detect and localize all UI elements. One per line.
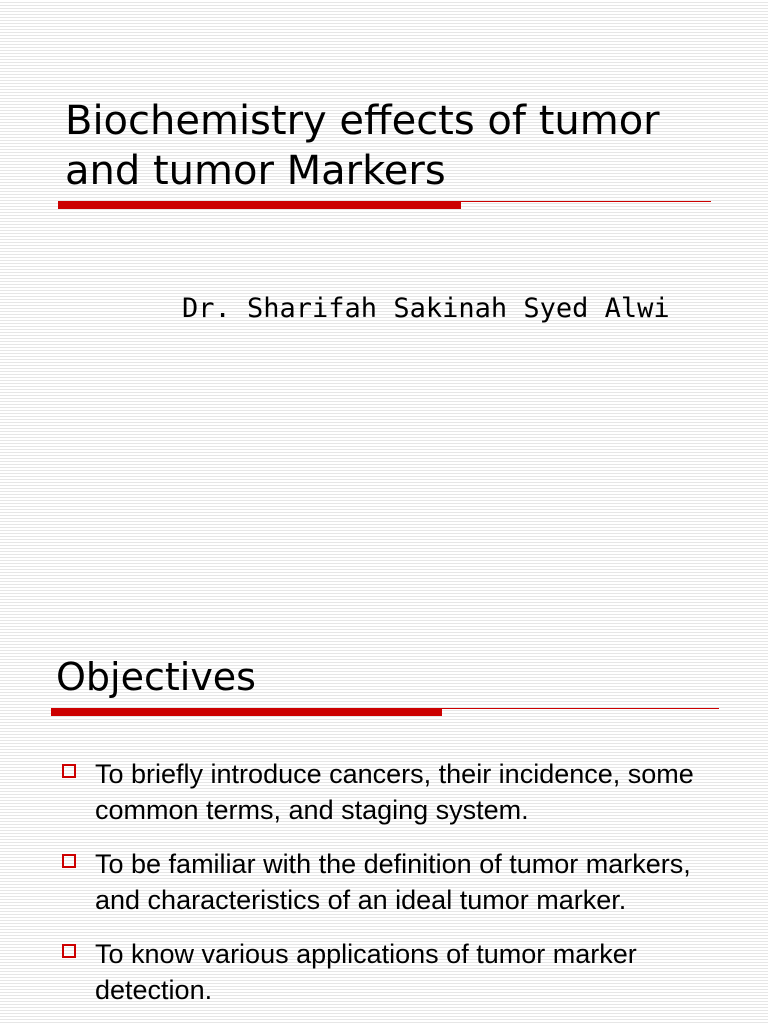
title-underline-thick [51, 708, 442, 716]
hollow-square-icon [62, 764, 76, 778]
title-underline-thin [442, 708, 719, 709]
list-item [60, 936, 710, 1008]
author-name: Dr. Sharifah Sakinah Syed Alwi [182, 293, 670, 324]
list-item [60, 756, 710, 828]
objectives-list [60, 756, 710, 1024]
title-underline-thin [461, 201, 711, 202]
title-underline-thick [58, 201, 461, 209]
slide-title: Objectives [56, 655, 256, 699]
bullet-text: To briefly introduce cancers, their incidence, some common terms, and staging system. [95, 759, 694, 825]
list-item [60, 846, 710, 918]
objectives-slide [0, 620, 768, 1024]
bullet-text: To know various applications of tumor marker detection. [95, 939, 637, 1005]
hollow-square-icon [62, 854, 76, 868]
bullet-text: To be familiar with the definition of tumor markers, and characteristics of an ideal tumor marker. [95, 849, 691, 915]
slide-title: Biochemistry effects of tumor and tumor Markers [65, 98, 660, 194]
hollow-square-icon [62, 944, 76, 958]
